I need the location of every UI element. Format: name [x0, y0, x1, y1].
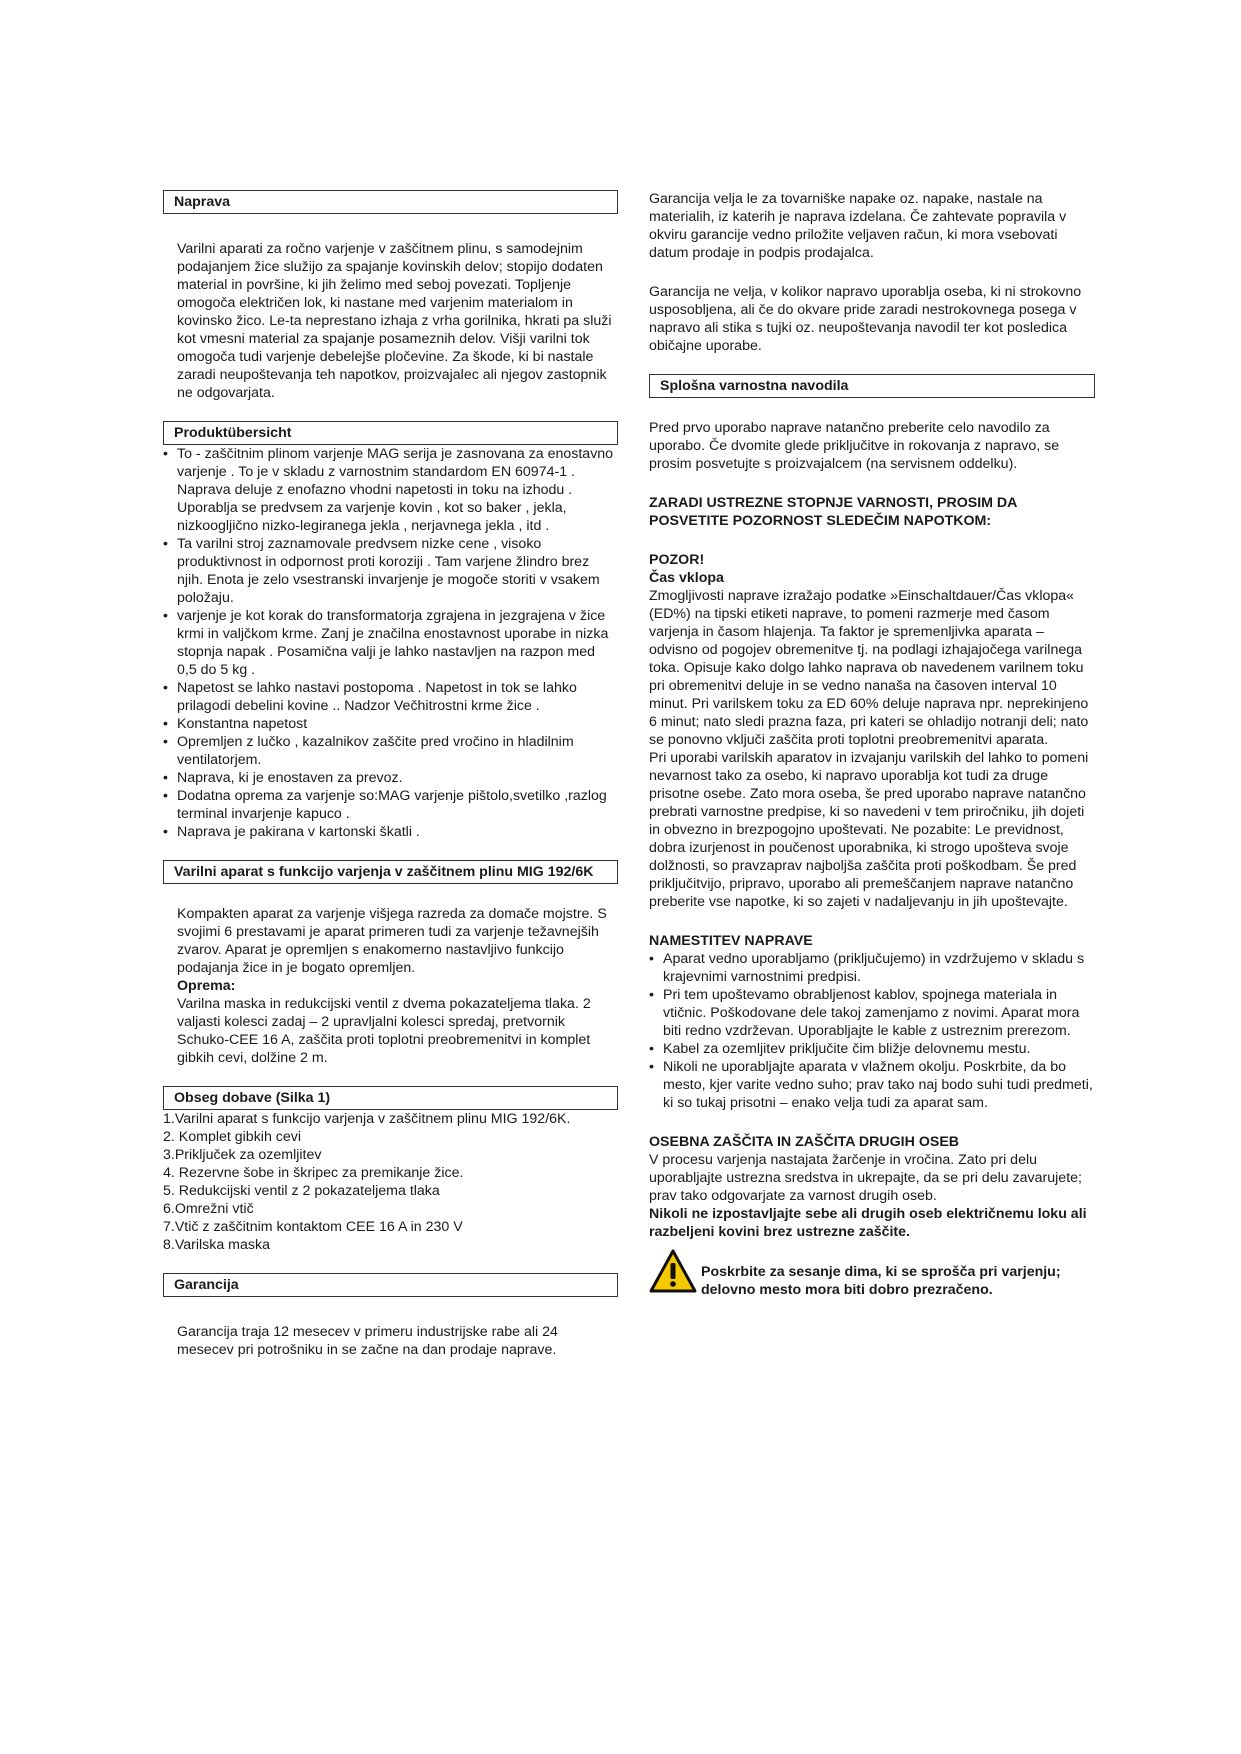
list-item: • Konstantna napetost [163, 716, 308, 732]
list-item: • Aparat vedno uporabljamo (priključujemo) in vzdržujemo v skladu s krajevnimi varnostnimi predpisi. [649, 951, 1085, 985]
section-heading-produktubersicht: Produktübersicht [163, 421, 618, 445]
osebna-heading: OSEBNA ZAŠČITA IN ZAŠČITA DRUGIH OSEB [649, 1134, 960, 1150]
warning-block [649, 1249, 1095, 1299]
osebna-text: V procesu varjenja nastajata žarčenje in vročina. Zato pri delu uporabljajte ustrezna sredstva in ukrepajte, da se pri delu zavarujete; prav tako odgovarjate za varnost drugih oseb. [649, 1152, 1082, 1204]
list-item: • Kabel za ozemljitev priključite čim bližje delovnemu mestu. [649, 1041, 1031, 1057]
namestitev-list [649, 950, 1095, 1112]
list-item: • Nikoli ne uporabljajte aparata v vlažnem okolju. Poskrbite, da bo mesto, kjer varite vedno suho; prav tako naj bodo suhi tudi predmeti, ki so tukaj prisotni – enako velja tudi za aparat sam. [649, 1059, 1093, 1111]
cas-vklopa-text: Zmogljivosti naprave izražajo podatke »Einschaltdauer/Čas vklopa« (ED%) na tipski etiketi naprave, to pomeni razmerje med časom varjenja in časom hlajenja. Ta faktor je spremenljivka aparata – odvisno od pogojev obremenitve tj. na podlagi izhajajočega varilnega toka. Opisuje kako dolgo lahko naprava ob navedenem varilnem toku pri obremenitvi deluje in se vedno nanaša na časoven interval 10 minut. Pri varilskem toku za ED 60% deluje naprava npr. neprekinjeno 6 minut; nato sledi prazna faza, pri kateri se ohladijo notranji deli; nato se ponovno vključi zaščita proti toplotni preobremenitvi aparata. [649, 588, 1089, 748]
obseg-list [163, 1110, 618, 1254]
section-heading-obseg: Obseg dobave (Silka 1) [163, 1086, 618, 1110]
list-item: • Opremljen z lučko , kazalnikov zaščite pred vročino in hladilnim ventilatorjem. [163, 734, 574, 768]
list-item: • Naprava, ki je enostaven za prevoz. [163, 770, 403, 786]
list-item: • To - zaščitnim plinom varjenje MAG serija je zasnovana za enostavno varjenje . To je v skladu z varnostnim standardom EN 60974-1 . Naprava deluje z enofazno vhodni napetosti in toku na izhodu . Uporablja se predvsem za varjenje kovin , kot so baker , jekla, nizkoogljično nizko-legiranega jekla , nerjavnega jekla , itd . [163, 446, 614, 534]
garancija-text: Garancija traja 12 mesecev v primeru industrijske rabe ali 24 mesecev pri potrošniku in se začne na dan prodaje naprave. [177, 1324, 558, 1358]
pozor-label: POZOR! [649, 552, 705, 568]
namestitev-heading: NAMESTITEV NAPRAVE [649, 933, 813, 949]
list-item: 6.Omrežni vtič [163, 1201, 254, 1217]
warning-triangle-icon [649, 1249, 697, 1293]
section-heading-naprava: Naprava [163, 190, 618, 214]
uporabi-text: Pri uporabi varilskih aparatov in izvajanju varilskih del lahko to pomeni nevarnost tako za osebo, ki napravo uporablja kot tudi za druge prisotne osebe. Zato mora oseba, še pred uporabo naprave natančno prebrati varnostne predpise, ki so navedeni v tem priročniku, jih dojeti in obvezno in brezpogojno upoštevati. Ne pozabite: Le previdnost, dobra izurjenost in poučenost uporabnika, ki strogo upošteva svoje dolžnosti, so pravzaprav najboljša zaščita proti poškodbam. Še pred priključitvijo, pripravo, uporabo ali premeščanjem naprave natančno preberite vse napotke, ki so zajeti v nadaljevanju in jih upoštevajte. [649, 750, 1089, 910]
oprema-label: Oprema: [177, 978, 236, 994]
list-item: 8.Varilska maska [163, 1237, 270, 1253]
list-item: • Napetost se lahko nastavi postopoma . Napetost in tok se lahko prilagodi debelini kovine .. Nadzor Večhitrostni krme žice . [163, 680, 577, 714]
list-item: 2. Komplet gibkih cevi [163, 1129, 302, 1145]
right-column [649, 190, 1095, 1299]
produkt-list [163, 445, 618, 841]
mig-text: Kompakten aparat za varjenje višjega razreda za domače mojstre. S svojimi 6 prestavami je aparat primeren tudi za varjenje težavnejših zvarov. Aparat je opremljen s enakomerno nastavljivo funkcijo podajanja žice in je bogato opremljen. [177, 906, 607, 976]
osebna-bold-text: Nikoli ne izpostavljajte sebe ali drugih oseb električnemu loku ali razbeljeni kovini brez ustrezne zaščite. [649, 1206, 1087, 1240]
splosna-text: Pred prvo uporabo naprave natančno preberite celo navodilo za uporabo. Če dvomite glede priključitve in rokovanja z napravo, se prosim posvetujte s proizvajalcem (na servisnem oddelku). [649, 420, 1060, 472]
list-item: 5. Redukcijski ventil z 2 pokazateljema tlaka [163, 1183, 440, 1199]
list-item: 4. Rezervne šobe in škripec za premikanje žice. [163, 1165, 464, 1181]
section-heading-mig: Varilni aparat s funkcijo varjenja v zaščitnem plinu MIG 192/6K [163, 860, 618, 884]
oprema-text: Varilna maska in redukcijski ventil z dvema pokazateljema tlaka. 2 valjasti kolesci zadaj – 2 upravljalni kolesci spredaj, pretvornik Schuko-CEE 16 A, zaščita proti toplotni preobremenitvi in komplet gibkih cevi, dolžine 2 m. [177, 996, 591, 1066]
list-item: 3.Priključek za ozemljitev [163, 1147, 322, 1163]
list-item: • Ta varilni stroj zaznamovale predvsem nizke cene , visoko produktivnost in odpornost proti koroziji . Tam varjene žlindro brez njih. Enota je zelo vsestranski invarjenje je mogoče storiti v vsakem položaju. [163, 536, 600, 606]
section-heading-garancija: Garancija [163, 1273, 618, 1297]
list-item: 1.Varilni aparat s funkcijo varjenja v zaščitnem plinu MIG 192/6K. [163, 1111, 571, 1127]
list-item: • Pri tem upoštevamo obrabljenost kablov, spojnega materiala in vtičnic. Poškodovane dele takoj zamenjamo z novimi. Aparat mora biti redno vzdrževan. Uporabljajte le kable z ustreznim prerezom. [649, 987, 1080, 1039]
garancija-paragraph-1: Garancija velja le za tovarniške napake oz. napake, nastale na materialih, iz katerih je naprava izdelana. Če zahtevate popravila v okviru garancije vedno priložite veljaven račun, ki mora vsebovati datum prodaje in podpis prodajalca. [649, 191, 1067, 261]
warning-text: Poskrbite za sesanje dima, ki se sprošča pri varjenju; delovno mesto mora biti dobro prezračeno. [701, 1264, 1061, 1298]
cas-vklopa-heading: Čas vklopa [649, 570, 724, 586]
list-item: • varjenje je kot korak do transformatorja zgrajena in jezgrajena v žice krmi in valjčkom krme. Zanj je značilna enostavnost uporabe in nizka stopnja napak . Posamična valji je lahko nastavljen na razpon med 0,5 do 5 kg . [163, 608, 609, 678]
list-item: • Dodatna oprema za varjenje so:MAG varjenje pištolo,svetilko ,razlog terminal invarjenje kapuco . [163, 788, 607, 822]
garancija-paragraph-2: Garancija ne velja, v kolikor napravo uporablja oseba, ki ni strokovno usposobljena, ali če do okvare pride zaradi nestrokovnega posega v napravo ali stika s tujki oz. neupoštevanja navodil ter kot posledica običajne uporabe. [649, 284, 1082, 354]
left-column [163, 190, 618, 1359]
naprava-text: Varilni aparati za ročno varjenje v zaščitnem plinu, s samodejnim podajanjem žice služijo za spajanje kovinskih delov; stopijo dodaten material in površine, ki jih želimo med seboj povezati. Topljenje omogoča električen lok, ki nastane med varjenim materialom in kovinsko žico. Le-ta neprestano izhaja z vrha gorilnika, hkrati pa služi kot vmesni material za spajanje posameznih delov. Višji varilni tok omogoča tudi varjenje debelejše pločevine. Za škode, ki bi nastale zaradi neupoštevanja teh napotkov, proizvajalec ali njegov zastopnik ne odgovarjata. [177, 241, 612, 401]
section-heading-splosna: Splošna varnostna navodila [649, 374, 1095, 398]
caps-notice: ZARADI USTREZNE STOPNJE VARNOSTI, PROSIM DA POSVETITE POZORNOST SLEDEČIM NAPOTKOM: [649, 495, 1017, 529]
list-item: • Naprava je pakirana v kartonski škatli . [163, 824, 420, 840]
list-item: 7.Vtič z zaščitnim kontaktom CEE 16 A in 230 V [163, 1219, 463, 1235]
